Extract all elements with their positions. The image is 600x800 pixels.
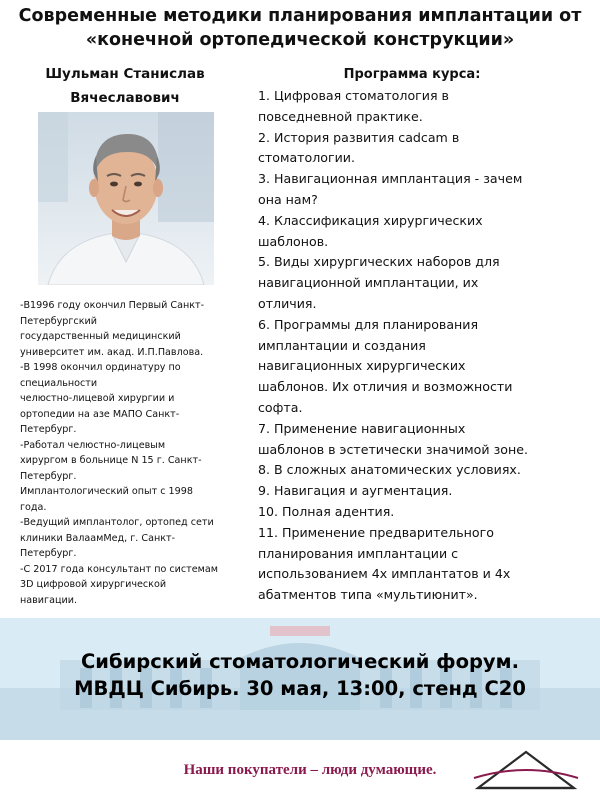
bio-line: специальности (20, 377, 98, 389)
title-line-2: «конечной ортопедической конструкции» (85, 30, 515, 50)
event-line-2: МВДЦ Сибирь. 30 мая, 13:00, стенд С20 (74, 677, 526, 700)
program-line: 2. История развития cadcam в (258, 129, 460, 145)
program-list (258, 86, 593, 606)
program-line: имплантации и создания (258, 337, 426, 353)
program-line: шаблонов в эстетически значимой зоне. (258, 441, 528, 457)
title-line-1: Современные методики планирования имплантации от (18, 6, 582, 26)
program-line: абатментов типа «мультиюнит». (258, 587, 478, 603)
speaker-name-line-2: Вячеславович (70, 90, 180, 106)
bio-line: -Ведущий имплантолог, ортопед сети (20, 517, 214, 528)
bio-line: навигации. (20, 594, 78, 606)
bio-line: хирургом в больнице N 15 г. Санкт- (20, 455, 202, 466)
program-line: 11. Применение предварительного (258, 524, 494, 540)
speaker-bio (20, 298, 255, 608)
bio-line: 3D цифровой хирургической (20, 579, 167, 590)
bio-line: Петербург. (20, 424, 77, 435)
bio-line: Петербург. (20, 548, 77, 559)
speaker-name (20, 62, 230, 110)
program-line: шаблонов. Их отличия и возможности (258, 379, 513, 395)
bio-line: университет им. акад. И.П.Павлова. (20, 346, 204, 358)
bio-line: Петербург. (20, 470, 77, 482)
program-line: 7. Применение навигационных (258, 420, 466, 436)
bio-line: ортопедии на азе МАПО Санкт- (20, 408, 180, 420)
program-line: 1. Цифровая стоматология в (258, 88, 449, 103)
speaker-portrait-image (38, 112, 214, 285)
event-line-1: Сибирский стоматологический форум. (81, 650, 519, 673)
program-line: 10. Полная адентия. (258, 503, 395, 519)
program-line: она нам? (258, 191, 318, 207)
program-line: повседневной практике. (258, 108, 423, 124)
program-line: 6. Программы для планирования (258, 316, 479, 332)
bio-line: челюстно-лицевой хирургии и (20, 393, 175, 404)
program-title: Программа курса: (343, 67, 481, 82)
program-line: 8. В сложных анатомических условиях. (258, 462, 521, 478)
bio-line: года. (20, 501, 47, 513)
program-line: 9. Навигация и аугментация. (258, 483, 453, 499)
speaker-photo (38, 112, 214, 285)
bio-line: Имплантологический опыт с 1998 (20, 486, 193, 497)
program-line: планирования имплантации с (258, 545, 459, 561)
page-title (0, 4, 600, 52)
bio-line: -С 2017 года консультант по системам (20, 563, 219, 575)
event-info (0, 648, 600, 702)
program-line: 4. Классификация хирургических (258, 212, 483, 228)
bio-line: Петербургский (20, 315, 97, 327)
program-line: стоматологии. (258, 150, 355, 166)
program-line: шаблонов. (258, 233, 329, 249)
program-line: 5. Виды хирургических наборов для (258, 254, 500, 270)
program-line: использованием 4х имплантатов и 4х (258, 566, 511, 582)
bio-line: клиники ВалаамМед, г. Санкт- (20, 532, 176, 544)
bio-line: -В 1998 окончил ординатуру по (20, 362, 181, 373)
company-logo-icon (470, 748, 582, 794)
bio-line: -В1996 году окончил Первый Санкт- (20, 300, 205, 311)
program-line: 3. Навигационная имплантация - зачем (258, 171, 523, 187)
program-line: навигационной имплантации, их (258, 275, 479, 291)
bio-line: государственный медицинский (20, 331, 181, 342)
slogan: Наши покупатели – люди думающие. (183, 762, 437, 778)
program-line: отличия. (258, 295, 317, 311)
bio-line: -Работал челюстно-лицевым (20, 439, 166, 451)
speaker-name-line-1: Шульман Станислав (45, 66, 205, 82)
program-line: софта. (258, 399, 303, 415)
program-line: навигационных хирургических (258, 358, 466, 374)
